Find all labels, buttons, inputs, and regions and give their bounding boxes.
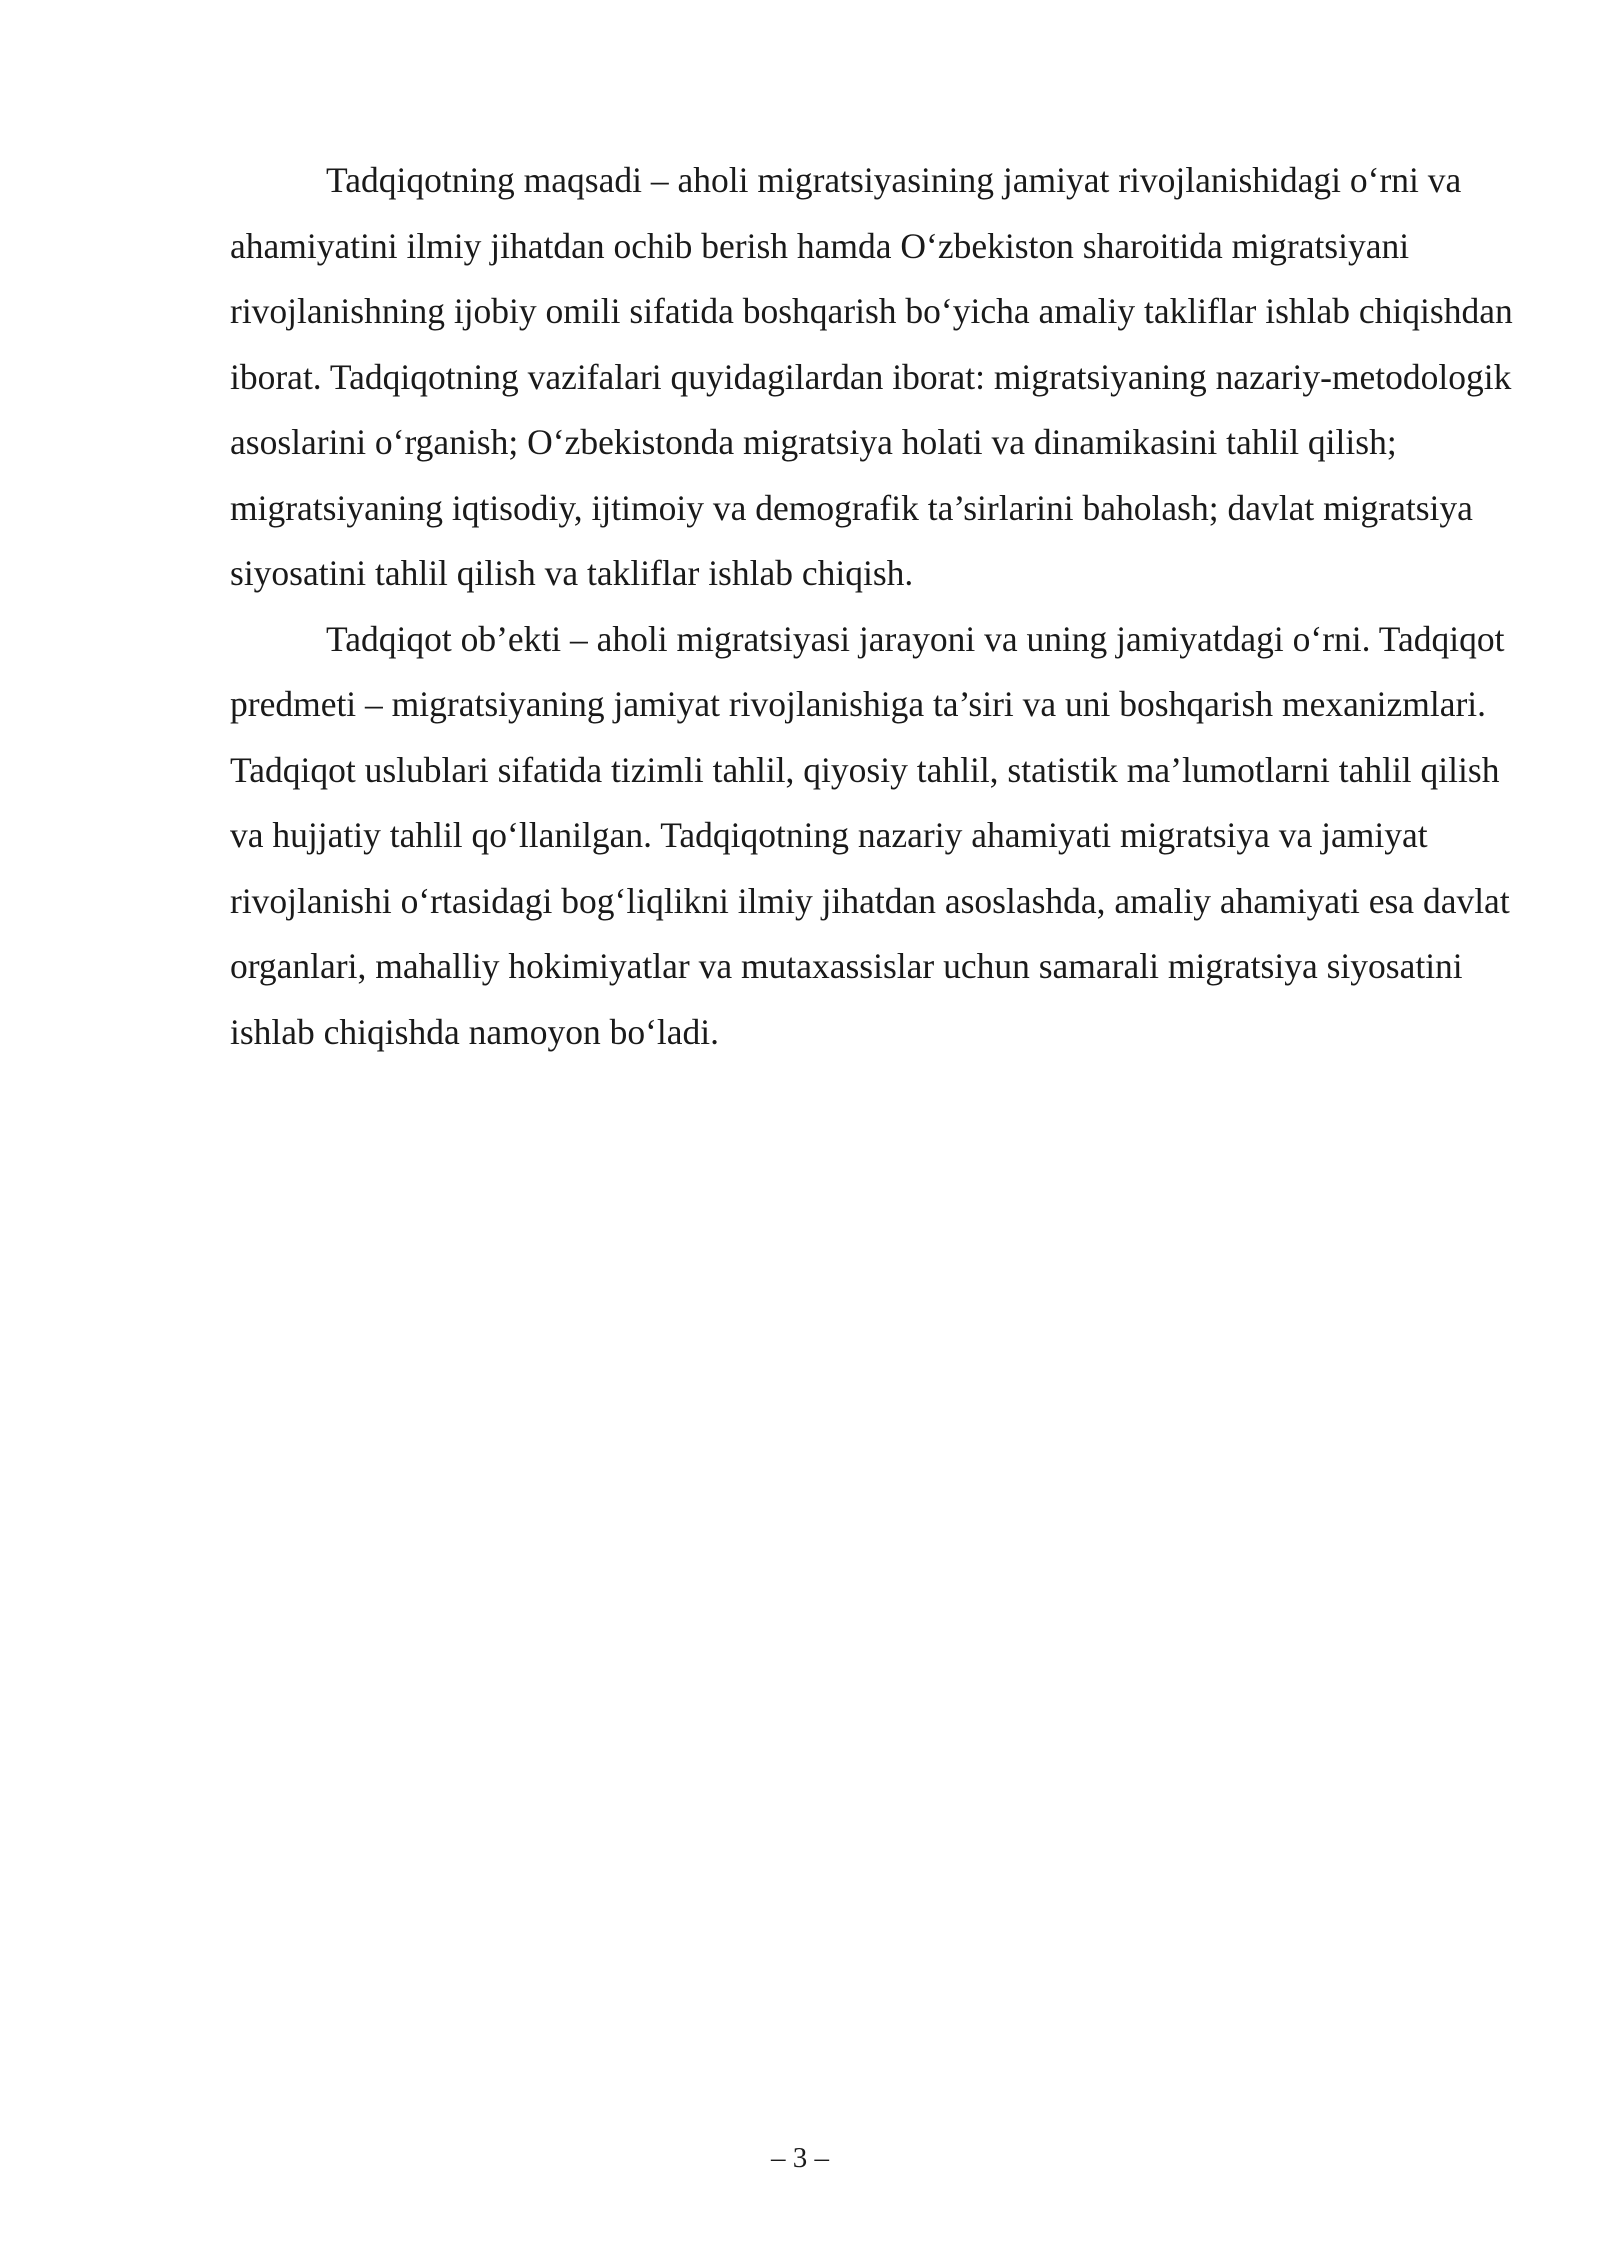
body-text <box>230 148 1530 1065</box>
page-number: – 3 – <box>771 2142 829 2174</box>
paragraph-purpose: Tadqiqotning maqsadi – aholi migratsiyasining jamiyat rivojlanishidagi o‘rni va ahamiyatini ilmiy jihatdan ochib berish hamda O‘zbekiston sharoitida migratsiyani rivojlanishning ijobiy omili sifatida boshqarish bo‘yicha amaliy takliflar ishlab chiqishdan iborat. Tadqiqotning vazifalari quyidagilardan iborat: migratsiyaning nazariy-metodologik asoslarini o‘rganish; O‘zbekistonda migratsiya holati va dinamikasini tahlil qilish; migratsiyaning iqtisodiy, ijtimoiy va demografik ta’sirlarini baholash; davlat migratsiya siyosatini tahlil qilish va takliflar ishlab chiqish. <box>230 160 1513 593</box>
paragraph-object: Tadqiqot ob’ekti – aholi migratsiyasi jarayoni va uning jamiyatdagi o‘rni. Tadqiqot predmeti – migratsiyaning jamiyat rivojlanishiga ta’siri va uni boshqarish mexanizmlari. Tadqiqot uslublari sifatida tizimli tahlil, qiyosiy tahlil, statistik ma’lumotlarni tahlil qilish va hujjatiy tahlil qo‘llanilgan. Tadqiqotning nazariy ahamiyati migratsiya va jamiyat rivojlanishi o‘rtasidagi bog‘liqlikni ilmiy jihatdan asoslashda, amaliy ahamiyati esa davlat organlari, mahalliy hokimiyatlar va mutaxassislar uchun samarali migratsiya siyosatini ishlab chiqishda namoyon bo‘ladi. <box>230 618 1510 1052</box>
